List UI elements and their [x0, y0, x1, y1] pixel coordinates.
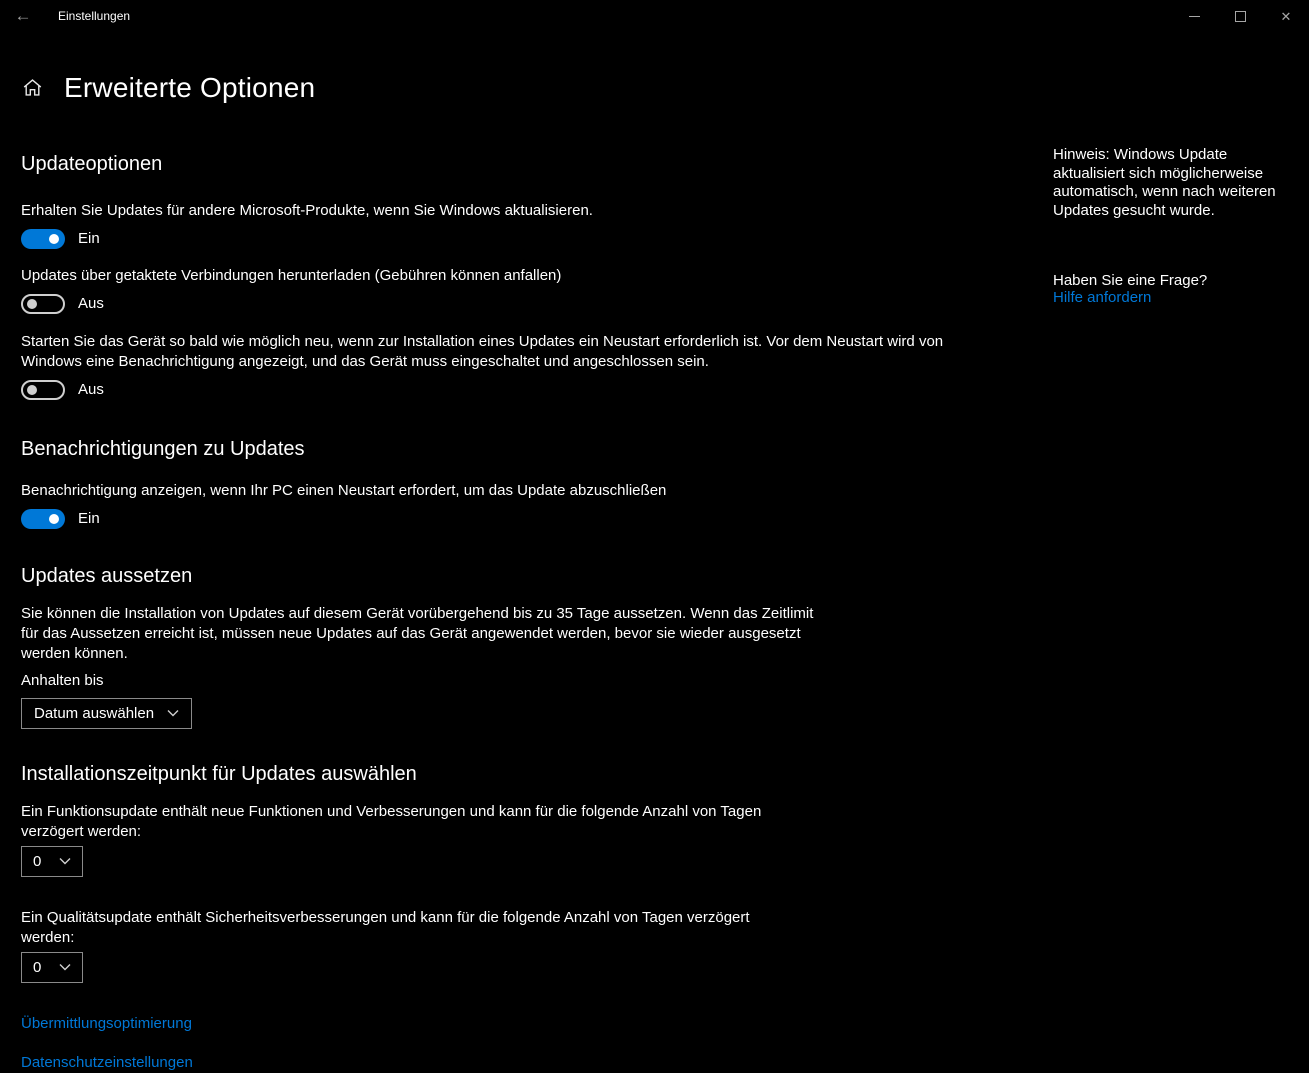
toggle-state-label: Ein: [78, 230, 100, 247]
toggle-row-restart-notification: [21, 509, 1309, 529]
titlebar: [0, 0, 1309, 32]
chevron-down-icon: [167, 709, 179, 717]
update-hint-text: Hinweis: Windows Update aktualisiert sich möglicherweise automatisch, wenn nach weiteren Updates gesucht wurde.: [1053, 146, 1276, 219]
toggle-switch-microsoft-products[interactable]: [21, 229, 65, 249]
back-button[interactable]: [0, 0, 46, 32]
toggle-label-metered-connections: Updates über getaktete Verbindungen herunterladen (Gebühren können anfallen): [21, 266, 562, 284]
quality-update-delay-label: Ein Qualitätsupdate enthält Sicherheitsverbesserungen und kann für die folgende Anzahl von Tagen verzögert werden:: [21, 908, 750, 946]
toggle-label-restart-asap: Starten Sie das Gerät so bald wie möglich neu, wenn zur Installation eines Updates ein Neustart erforderlich ist. Vor dem Neustart wird von Windows eine Benachrichtigung angezeigt, und das Gerät muss eingeschaltet und angeschlossen sein.: [21, 332, 944, 370]
toggle-knob: [27, 299, 37, 309]
feature-update-delay-value: 0: [33, 852, 42, 870]
section-heading-benachrichtigungen: Benachrichtigungen zu Updates: [21, 437, 305, 460]
toggle-label-microsoft-products: Erhalten Sie Updates für andere Microsoft-Produkte, wenn Sie Windows aktualisieren.: [21, 201, 593, 219]
minimize-button[interactable]: [1171, 0, 1217, 32]
have-a-question-label: Haben Sie eine Frage?: [1053, 272, 1208, 289]
toggle-state-label: Aus: [78, 381, 104, 398]
pause-date-dropdown[interactable]: [21, 698, 192, 729]
toggle-switch-restart-notification[interactable]: [21, 509, 65, 529]
page-title: Erweiterte Optionen: [64, 71, 316, 103]
toggle-switch-metered-connections[interactable]: [21, 294, 65, 314]
privacy-settings-link[interactable]: Datenschutzeinstellungen: [21, 1053, 193, 1071]
close-icon: ✕: [1280, 8, 1292, 24]
section-heading-updateoptionen: Updateoptionen: [21, 152, 163, 175]
toggle-state-label: Aus: [78, 295, 104, 312]
section-heading-updates-aussetzen: Updates aussetzen: [21, 564, 193, 587]
toggle-knob: [49, 234, 59, 244]
chevron-down-icon: [59, 963, 71, 971]
app-title: Einstellungen: [58, 9, 131, 23]
back-arrow-icon: ←: [14, 6, 32, 25]
get-help-link[interactable]: Hilfe anfordern: [1053, 289, 1152, 306]
close-button[interactable]: [1263, 0, 1309, 32]
page-header: [22, 53, 1309, 123]
quality-update-delay-value: 0: [33, 958, 42, 976]
maximize-button[interactable]: [1217, 0, 1263, 32]
delivery-optimization-link[interactable]: Übermittlungsoptimierung: [21, 1014, 192, 1032]
toggle-label-restart-notification: Benachrichtigung anzeigen, wenn Ihr PC einen Neustart erfordert, um das Update abzuschließen: [21, 481, 667, 499]
side-panel: [1053, 146, 1295, 307]
toggle-knob: [49, 514, 59, 524]
home-icon[interactable]: [22, 77, 43, 98]
toggle-switch-restart-asap[interactable]: [21, 380, 65, 400]
pause-updates-description: Sie können die Installation von Updates auf diesem Gerät vorübergehend bis zu 35 Tage aussetzen. Wenn das Zeitlimit für das Aussetzen erreicht ist, müssen neue Updates auf das Gerät angewendet werden, bevor sie wieder ausgesetzt werden können.: [21, 604, 814, 662]
toggle-state-label: Ein: [78, 510, 100, 527]
minimize-icon: [1189, 16, 1200, 17]
section-heading-installationszeitpunkt: Installationszeitpunkt für Updates auswählen: [21, 762, 417, 785]
toggle-row-restart-asap: [21, 380, 1309, 400]
chevron-down-icon: [59, 857, 71, 865]
pause-until-label: Anhalten bis: [21, 671, 104, 689]
quality-update-delay-dropdown[interactable]: [21, 952, 83, 983]
maximize-icon: [1235, 11, 1246, 22]
feature-update-delay-dropdown[interactable]: [21, 846, 83, 877]
toggle-knob: [27, 385, 37, 395]
feature-update-delay-label: Ein Funktionsupdate enthält neue Funktionen und Verbesserungen und kann für die folgende Anzahl von Tagen verzögert werden:: [21, 802, 762, 840]
pause-date-dropdown-value: Datum auswählen: [34, 704, 155, 722]
